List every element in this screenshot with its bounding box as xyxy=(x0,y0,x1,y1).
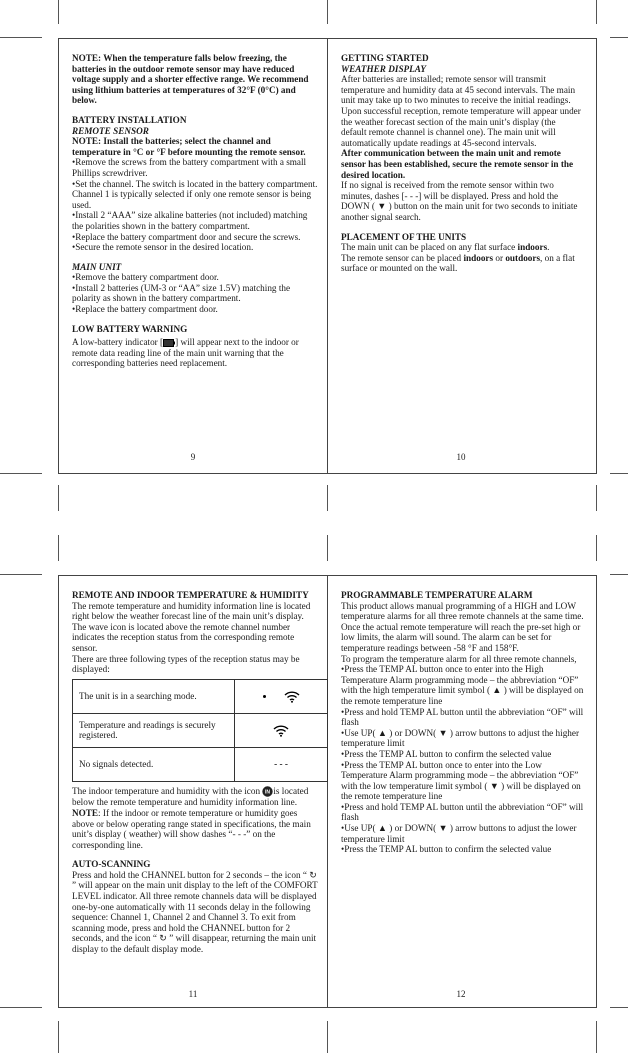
placement-heading: PLACEMENT OF THE UNITS xyxy=(341,231,467,242)
remote-step: •Install 2 “AAA” size alkaline batteries (not included) matching the polarities shown in the battery compartment. xyxy=(72,210,308,231)
no-signal-dashes: - - - xyxy=(235,747,328,781)
getting-started-p2: After communication between the main unit and remote sensor has been established, secure the remote sensor in the desired location. xyxy=(341,148,574,180)
note-text: : If the indoor or remote temperature or humidity goes above or below operating range stated in specifications, the main unit’s display ( weather) will show dashes “- - -” on the corresponding line. xyxy=(72,807,311,850)
page-number-11: 11 xyxy=(188,989,198,999)
alarm-step: •Press the TEMP AL button to confirm the selected value xyxy=(341,748,552,759)
crop-mark xyxy=(596,535,597,561)
table-row xyxy=(73,679,328,713)
crop-mark xyxy=(58,485,59,511)
reception-status-table xyxy=(72,679,328,782)
main-step: •Install 2 batteries (UM-3 or “AA” size 1.5V) matching the polarity as shown in the battery compartment. xyxy=(72,282,291,304)
weather-display-heading: WEATHER DISPLAY xyxy=(341,63,427,74)
crop-mark xyxy=(596,485,597,511)
placement-bold: indoors xyxy=(517,242,548,253)
alarm-step: •Press and hold TEMP AL button until the abbreviation “OF” will flash xyxy=(341,801,584,823)
p11-note xyxy=(72,808,318,850)
crop-mark xyxy=(0,574,42,575)
page-divider-top xyxy=(327,38,328,474)
page-number-10: 10 xyxy=(456,452,466,462)
main-step: •Remove the battery compartment door. xyxy=(72,272,219,283)
placement-text: The main unit can be placed on any flat surface xyxy=(341,242,518,253)
page-number-9: 9 xyxy=(190,452,196,462)
placement-text: or xyxy=(493,252,506,263)
dot-icon xyxy=(263,695,266,698)
cold-note: NOTE: When the temperature falls below freezing, the batteries in the outdoor remote sensor may have reduced voltage supply and a shorter effective range. We recommend using lithium batteries at temperatures of 32°F (0°C) and below. xyxy=(72,53,309,106)
alarm-step: •Press the TEMP AL button to confirm the selected value xyxy=(341,844,552,855)
battery-icon xyxy=(163,339,175,347)
crop-mark xyxy=(327,0,328,24)
alarm-step: •Press the TEMP AL button once to enter into the Low Temperature Alarm programming mode – the abbreviation “OF” with the low temperature limit symbol ( ▼ ) will be displayed on the remote temperature line xyxy=(341,759,581,802)
crop-mark xyxy=(610,473,628,474)
crop-mark xyxy=(327,485,328,511)
placement-text: . xyxy=(547,242,550,253)
alarm-p1: This product allows manual programming of a HIGH and LOW temperature alarms for all three remote channels at the same time. Once the actual remote temperature will reach the pre-set high or low limits, the alarm will sound. The alarm can be set for temperature readings between -58 °F and 158°F. xyxy=(341,600,584,653)
status-icon-cell xyxy=(235,679,328,713)
p11-p4a: The indoor temperature and humidity with the icon xyxy=(72,785,263,796)
placement-bold: indoors xyxy=(463,252,494,263)
crop-mark xyxy=(0,37,42,38)
crop-mark xyxy=(596,0,597,24)
crop-mark xyxy=(58,535,59,561)
svg-text:IN: IN xyxy=(265,789,271,796)
page-9 xyxy=(72,53,320,369)
p11-p4b: is located below the remote temperature and humidity information line. xyxy=(72,785,309,808)
p11-p2: The wave icon is located above the remote channel number indicates the reception status from the corresponding remote sensor. xyxy=(72,621,295,653)
crop-mark xyxy=(58,0,59,24)
status-icon-cell xyxy=(235,713,328,747)
crop-mark xyxy=(0,473,42,474)
status-text: The unit is in a searching mode. xyxy=(73,679,235,713)
placement-line-1 xyxy=(341,242,581,253)
alarm-step: •Use UP( ▲ ) or DOWN( ▼ ) arrow buttons to adjust the lower temperature limit xyxy=(341,823,577,844)
battery-heading: BATTERY INSTALLATION xyxy=(72,114,187,125)
alarm-step: •Press the TEMP AL button once to enter into the High Temperature Alarm programming mode – the abbreviation “OF” with the high temperature limit symbol ( ▲ ) will be displayed on the remote temperature line xyxy=(341,664,584,706)
remote-step: •Replace the battery compartment door and secure the screws. xyxy=(72,231,301,242)
getting-started-p3: If no signal is received from the remote sensor within two minutes, dashes [- - -] will be displayed. Press and hold the DOWN ( ▼ ) button on the main unit for two seconds to initiate another signal search. xyxy=(341,180,578,222)
main-unit-heading: MAIN UNIT xyxy=(72,261,122,272)
status-text: Temperature and readings is securely registered. xyxy=(73,713,235,747)
alarm-step: •Use UP( ▲ ) or DOWN( ▼ ) arrow buttons to adjust the higher temperature limit xyxy=(341,727,580,749)
remote-step: •Set the channel. The switch is located in the battery compartment. Channel 1 is typically selected if only one remote sensor is being used. xyxy=(72,178,318,210)
getting-started-heading: GETTING STARTED xyxy=(341,53,429,63)
auto-scanning-text: Press and hold the CHANNEL button for 2 seconds – the icon “ ↻ ” will appear on the main unit display to the left of the COMFORT LEVEL indicator. All three remote channels data will be displayed one-by-one automatically with 11 seconds delay in the following sequence: Channel 1, Channel 2 and Channel 3. To exit from scanning mode, press and hold the CHANNEL button for 2 seconds, and the icon “ ↻ ” will disappear, returning the main unit display to the default display mode. xyxy=(72,869,318,955)
table-row xyxy=(73,747,328,781)
alarm-heading: PROGRAMMABLE TEMPERATURE ALARM xyxy=(341,590,533,600)
page-11 xyxy=(72,590,318,955)
low-battery-text-a: A low-battery indicator [ xyxy=(72,337,164,348)
getting-started-p1: After batteries are installed; remote sensor will transmit temperature and humidity data at 45 second intervals. The main unit may take up to two minutes to receive the initial readings. Upon successful reception, remote temperature will appear under the weather forecast section of the main unit’s display (the default remote channel is channel one). The main unit will automatically update readings at 45-second intervals. xyxy=(341,74,581,148)
status-text: No signals detected. xyxy=(73,747,235,781)
crop-mark xyxy=(610,1007,628,1008)
page-12 xyxy=(341,590,585,855)
placement-text: The remote sensor can be placed xyxy=(341,252,464,263)
page-10 xyxy=(341,53,581,274)
crop-mark xyxy=(327,535,328,561)
low-battery-text-b: ] will appear next to the indoor or remote data reading line of the main unit warning that the corresponding batteries need replacement. xyxy=(72,337,299,369)
crop-mark xyxy=(327,1021,328,1053)
crop-mark xyxy=(610,37,628,38)
alarm-p2: To program the temperature alarm for all three remote channels, xyxy=(341,653,577,664)
placement-text: , on a flat surface or mounted on the wall. xyxy=(341,252,575,274)
placement-bold: outdoors xyxy=(505,252,541,263)
crop-mark xyxy=(0,1007,42,1008)
wave-icon xyxy=(273,723,289,737)
alarm-step: •Press and hold TEMP AL button until the abbreviation “OF” will flash xyxy=(341,706,584,728)
low-battery-heading: LOW BATTERY WARNING xyxy=(72,323,188,334)
p11-p3: There are three following types of the reception status may be displayed: xyxy=(72,653,300,675)
remote-step: •Remove the screws from the battery compartment with a small Phillips screwdriver. xyxy=(72,157,307,178)
p11-p4 xyxy=(72,786,318,808)
crop-mark xyxy=(596,1021,597,1053)
p11-p1: The remote temperature and humidity information line is located right below the weather forecast line of the main unit’s display. xyxy=(72,600,311,622)
remote-step: •Secure the remote sensor in the desired location. xyxy=(72,242,254,253)
low-battery-text xyxy=(72,337,320,369)
main-step: •Replace the battery compartment door. xyxy=(72,304,218,315)
page-divider-bottom xyxy=(327,575,328,1008)
auto-scanning-heading: AUTO-SCANNING xyxy=(72,859,151,870)
note-label: NOTE xyxy=(72,807,99,818)
indoor-icon xyxy=(262,786,273,797)
page-number-12: 12 xyxy=(456,989,466,999)
wave-icon xyxy=(284,689,300,703)
remote-note: NOTE: Install the batteries; select the channel and temperature in °C or °F before mounting the remote sensor. xyxy=(72,136,306,157)
crop-mark xyxy=(610,574,628,575)
table-row xyxy=(73,713,328,747)
remote-heading: REMOTE SENSOR xyxy=(72,125,149,136)
placement-line-2 xyxy=(341,253,581,274)
remote-indoor-heading: REMOTE AND INDOOR TEMPERATURE & HUMIDITY xyxy=(72,590,309,600)
crop-mark xyxy=(58,1021,59,1053)
